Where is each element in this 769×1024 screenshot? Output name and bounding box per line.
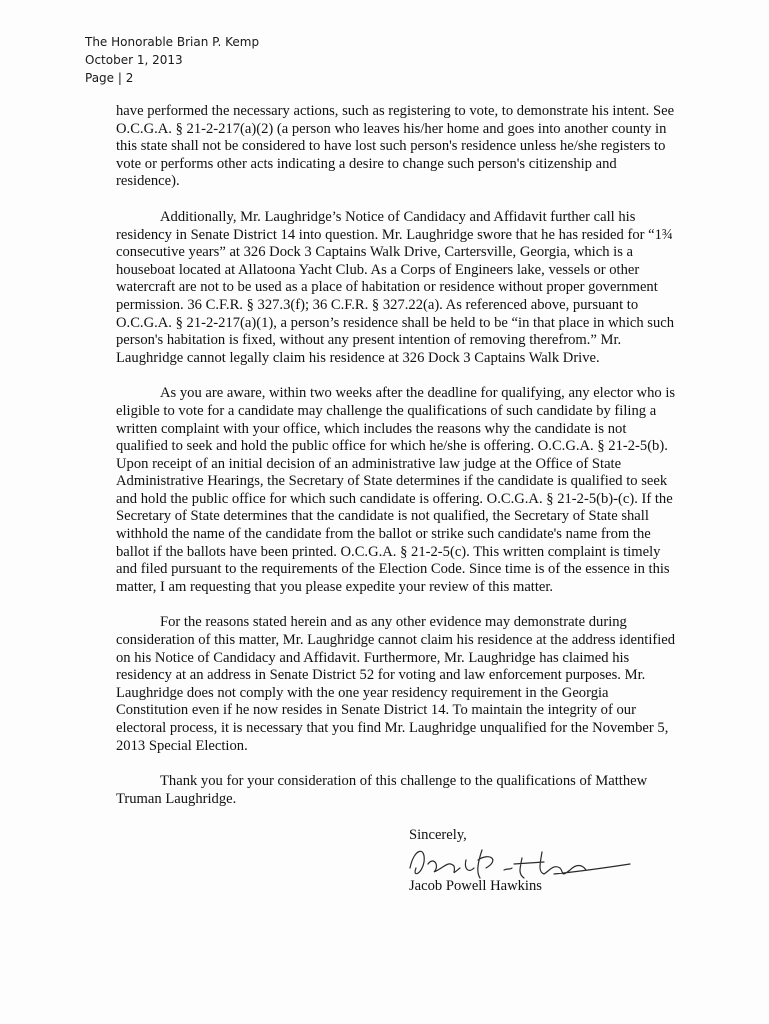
letter-body (116, 103, 676, 826)
paragraph-4: For the reasons stated herein and as any other evidence may demonstrate during consideration of this matter, Mr. Laughridge cannot claim his residence at the address identified on his Notice of Candidacy and Affidavit. Furthermore, Mr. Laughridge has claimed his residency at an address in Senate District 52 for voting and law enforcement purposes. Mr. Laughridge does not comply with the one year residency requirement in the Georgia Constitution even if he now resides in Senate District 14. To maintain the integrity of our electoral process, it is necessary that you find Mr. Laughridge unqualified for the November 5, 2013 Special Election. (116, 614, 676, 754)
paragraph-1: have performed the necessary actions, such as registering to vote, to demonstrate his intent. See O.C.G.A. § 21-2-217(a)(2) (a person who leaves his/her home and goes into another county in this state shall not be considered to have lost such person's residence unless he/she registers to vote or performs other acts indicating a desire to change such person's citizenship and residence). (116, 103, 675, 190)
paragraph-3: As you are aware, within two weeks after the deadline for qualifying, any elector who is eligible to vote for a candidate may challenge the qualifications of such candidate by filing a written complaint with your office, which includes the reasons why the candidate is not qualified to seek and hold the public office for which he/she is offering. O.C.G.A. § 21-2-5(b). Upon receipt of an initial decision of an administrative law judge at the Office of State Administrative Hearings, the Secretary of State determines if the candidate is qualified to seek and hold the public office for which such candidate is offering. O.C.G.A. § 21-2-5(b)-(c). If the Secretary of State determines that the candidate is not qualified, the Secretary of State shall withhold the name of the candidate from the ballot or strike such candidate's name from the ballot if the ballots have been printed. O.C.G.A. § 21-2-5(c). This written complaint is timely and filed pursuant to the requirements of the Election Code. Since time is of the essence in this matter, I am requesting that you please expedite your review of this matter. (116, 385, 676, 595)
date-line: October 1, 2013 (85, 53, 183, 67)
paragraph-5: Thank you for your consideration of this challenge to the qualifications of Matthew Truman Laughridge. (116, 773, 648, 807)
letter-header (85, 33, 259, 87)
page-number: Page | 2 (85, 71, 134, 85)
closing-salutation: Sincerely, (409, 827, 467, 843)
recipient-line: The Honorable Brian P. Kemp (85, 35, 260, 49)
signatory-name: Jacob Powell Hawkins (409, 878, 542, 894)
paragraph-2: Additionally, Mr. Laughridge’s Notice of Candidacy and Affidavit further call his residency in Senate District 14 into question. Mr. Laughridge swore that he has resided for “1¾ consecutive years” at 326 Dock 3 Captains Walk Drive, Cartersville, Georgia, which is a houseboat located at Allatoona Yacht Club. As a Corps of Engineers lake, vessels or other watercraft are not to be used as a place of habitation or residence without proper government permission. 36 C.F.R. § 327.3(f); 36 C.F.R. § 327.22(a). As referenced above, pursuant to O.C.G.A. § 21-2-217(a)(1), a person’s residence shall be held to be “in that place in which such person's habitation is fixed, without any present intention of removing therefrom.” Mr. Laughridge cannot legally claim his residence at 326 Dock 3 Captains Walk Drive. (116, 208, 675, 366)
